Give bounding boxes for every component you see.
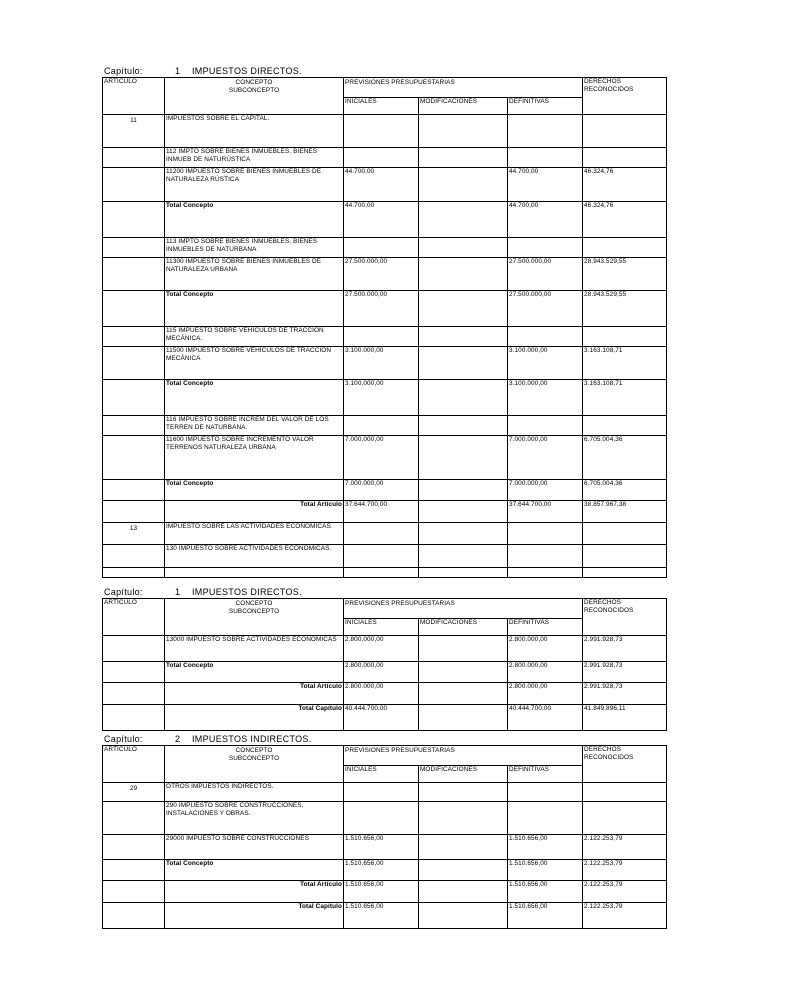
derechos-cell <box>583 416 667 436</box>
table-row <box>103 881 667 903</box>
derechos-cell: 2.991.928,73 <box>583 683 667 705</box>
articulo-cell <box>103 347 165 380</box>
articulo-cell <box>103 416 165 436</box>
reconocidos-label: RECONOCIDOS <box>584 86 634 93</box>
definitivas-cell <box>508 327 583 347</box>
concepto-cell: 11500 IMPUESTO SOBRE VEHÍCULOS DE TRACCIÓN MECÁNICA <box>165 347 344 380</box>
concepto-cell: 290 IMPUESTO SOBRE CONSTRUCCIONES, INSTALACIONES Y OBRAS. <box>165 802 344 835</box>
definitivas-cell <box>508 568 583 578</box>
modificaciones-cell <box>419 347 508 380</box>
iniciales-header: INICIALES <box>344 766 419 783</box>
modificaciones-cell <box>419 662 508 683</box>
concepto-cell: 11300 IMPUESTO SOBRE BIENES INMUEBLES DE NATURALEZA URBANA <box>165 258 344 291</box>
concepto-label: CONCEPTO <box>235 600 273 607</box>
concepto-cell: 116 IMPUESTO SOBRE INCREM DEL VALOR DE LOS TERREN DE NATURBANA. <box>165 416 344 436</box>
iniciales-cell: 7.000.000,00 <box>344 480 419 501</box>
articulo-cell <box>103 545 165 568</box>
iniciales-cell <box>344 783 419 802</box>
table-row <box>103 501 667 523</box>
table-row <box>103 380 667 416</box>
iniciales-cell: 44.700,00 <box>344 202 419 238</box>
chapter-number: 2 <box>175 734 181 744</box>
articulo-cell: 11 <box>103 115 165 148</box>
previsiones-header: PREVISIONES PRESUPUESTARIAS <box>344 746 583 766</box>
budget-table <box>102 77 667 578</box>
table-row <box>103 523 667 545</box>
derechos-cell: 3.163.108,71 <box>583 347 667 380</box>
articulo-cell <box>103 802 165 835</box>
chapter-number: 1 <box>175 587 181 597</box>
definitivas-cell <box>508 802 583 835</box>
definitivas-cell <box>508 545 583 568</box>
table-row <box>103 238 667 258</box>
definitivas-cell: 7.000.000,00 <box>508 480 583 501</box>
articulo-cell <box>103 168 165 202</box>
chapter-label: Capítulo: <box>104 587 143 597</box>
table-row <box>103 705 667 731</box>
derechos-cell: 2.122.253,79 <box>583 903 667 929</box>
modificaciones-cell <box>419 202 508 238</box>
iniciales-cell: 1.510.656,00 <box>344 835 419 860</box>
definitivas-cell: 1.510.656,00 <box>508 903 583 929</box>
definitivas-cell <box>508 783 583 802</box>
articulo-cell <box>103 860 165 881</box>
chapter-label: Capítulo: <box>104 734 143 744</box>
concepto-header <box>165 746 344 783</box>
budget-table <box>102 598 667 731</box>
modificaciones-cell <box>419 705 508 731</box>
iniciales-header: INICIALES <box>344 619 419 636</box>
table-row <box>103 115 667 148</box>
concepto-cell: OTROS IMPUESTOS INDIRECTOS. <box>165 783 344 802</box>
reconocidos-label: RECONOCIDOS <box>584 754 634 761</box>
chapter-number: 1 <box>175 66 181 76</box>
iniciales-header: INICIALES <box>344 98 419 115</box>
modificaciones-header: MODIFICACIONES <box>419 766 508 783</box>
table-row <box>103 416 667 436</box>
modificaciones-cell <box>419 860 508 881</box>
modificaciones-cell <box>419 238 508 258</box>
concepto-header <box>165 78 344 115</box>
definitivas-header: DEFINITIVAS <box>508 98 583 115</box>
derechos-cell: 28.943.529,55 <box>583 291 667 327</box>
iniciales-cell: 1.510.656,00 <box>344 903 419 929</box>
concepto-cell: Total Capítulo <box>165 903 344 929</box>
derechos-cell: 6.705.004,36 <box>583 480 667 501</box>
definitivas-cell: 37.644.700,00 <box>508 501 583 523</box>
iniciales-cell <box>344 545 419 568</box>
derechos-cell: 2.122.253,79 <box>583 835 667 860</box>
articulo-cell <box>103 436 165 480</box>
concepto-cell: IMPUESTOS SOBRE EL CAPITAL. <box>165 115 344 148</box>
articulo-cell <box>103 903 165 929</box>
derechos-cell: 6.705.004,36 <box>583 436 667 480</box>
header-row <box>103 599 667 619</box>
definitivas-cell: 2.800.000,00 <box>508 662 583 683</box>
iniciales-cell: 2.800.000,00 <box>344 683 419 705</box>
iniciales-cell <box>344 115 419 148</box>
articulo-cell <box>103 258 165 291</box>
chapter-label: Capítulo: <box>104 66 143 76</box>
articulo-cell <box>103 683 165 705</box>
table-row <box>103 662 667 683</box>
derechos-cell <box>583 523 667 545</box>
concepto-cell: Total Artículo <box>165 683 344 705</box>
derechos-cell: 2.122.253,79 <box>583 881 667 903</box>
concepto-cell: 11600 IMPUESTO SOBRE INCREMENTO VALOR TERRENOS NATURALEZA URBANA <box>165 436 344 480</box>
iniciales-cell: 3.100.000,00 <box>344 347 419 380</box>
table-row <box>103 436 667 480</box>
modificaciones-cell <box>419 436 508 480</box>
derechos-cell: 46.324,76 <box>583 168 667 202</box>
definitivas-header: DEFINITIVAS <box>508 766 583 783</box>
concepto-cell: 13000 IMPUESTO SOBRE ACTIVIDADES ECONÓMICAS <box>165 636 344 662</box>
chapter-heading <box>104 66 302 76</box>
concepto-cell: Total Artículo <box>165 881 344 903</box>
concepto-cell <box>165 568 344 578</box>
definitivas-cell: 1.510.656,00 <box>508 835 583 860</box>
iniciales-cell: 37.644.700,00 <box>344 501 419 523</box>
concepto-cell: Total Concepto <box>165 202 344 238</box>
iniciales-cell: 1.510.656,00 <box>344 860 419 881</box>
table-row <box>103 860 667 881</box>
modificaciones-cell <box>419 258 508 291</box>
modificaciones-cell <box>419 683 508 705</box>
modificaciones-cell <box>419 636 508 662</box>
derechos-cell: 3.163.108,71 <box>583 380 667 416</box>
table-row <box>103 202 667 238</box>
modificaciones-cell <box>419 291 508 327</box>
articulo-cell: 13 <box>103 523 165 545</box>
previsiones-header: PREVISIONES PRESUPUESTARIAS <box>344 78 583 98</box>
previsiones-header: PREVISIONES PRESUPUESTARIAS <box>344 599 583 619</box>
modificaciones-cell <box>419 903 508 929</box>
derechos-cell <box>583 148 667 168</box>
modificaciones-cell <box>419 327 508 347</box>
definitivas-cell <box>508 148 583 168</box>
iniciales-cell: 27.500.000,00 <box>344 258 419 291</box>
table-row <box>103 291 667 327</box>
definitivas-cell: 40.444.700,00 <box>508 705 583 731</box>
concepto-header <box>165 599 344 636</box>
iniciales-cell <box>344 327 419 347</box>
definitivas-cell: 27.500.000,00 <box>508 258 583 291</box>
concepto-cell: Total Concepto <box>165 291 344 327</box>
concepto-cell: 113 IMPTO SOBRE BIENES INMUEBLES. BIENES INMUEBLES DE NATURBANA <box>165 238 344 258</box>
articulo-header: ARTÍCULO <box>103 78 165 115</box>
iniciales-cell <box>344 802 419 835</box>
iniciales-cell: 1.510.656,00 <box>344 881 419 903</box>
derechos-header <box>583 599 667 636</box>
modificaciones-cell <box>419 802 508 835</box>
derechos-label: DERECHOS <box>584 599 622 606</box>
concepto-cell: Total Concepto <box>165 480 344 501</box>
reconocidos-label: RECONOCIDOS <box>584 607 634 614</box>
definitivas-cell: 3.100.000,00 <box>508 347 583 380</box>
chapter-heading <box>104 734 312 744</box>
header-row <box>103 746 667 766</box>
table-row <box>103 683 667 705</box>
table-row <box>103 835 667 860</box>
articulo-header: ARTÍCULO <box>103 746 165 783</box>
table-row <box>103 636 667 662</box>
table-row <box>103 327 667 347</box>
derechos-header <box>583 746 667 783</box>
table-row <box>103 545 667 568</box>
iniciales-cell: 44.700,00 <box>344 168 419 202</box>
iniciales-cell: 40.444.700,00 <box>344 705 419 731</box>
articulo-cell <box>103 148 165 168</box>
concepto-label: CONCEPTO <box>235 79 273 86</box>
concepto-cell: Total Concepto <box>165 662 344 683</box>
modificaciones-cell <box>419 835 508 860</box>
derechos-cell <box>583 115 667 148</box>
table-row <box>103 903 667 929</box>
definitivas-cell: 44.700,00 <box>508 168 583 202</box>
table-row <box>103 258 667 291</box>
iniciales-cell: 2.800.000,00 <box>344 636 419 662</box>
derechos-cell: 2.991.928,73 <box>583 662 667 683</box>
iniciales-cell <box>344 416 419 436</box>
concepto-label: CONCEPTO <box>235 747 273 754</box>
definitivas-cell <box>508 115 583 148</box>
articulo-cell <box>103 501 165 523</box>
definitivas-cell: 2.800.000,00 <box>508 636 583 662</box>
iniciales-cell: 3.100.000,00 <box>344 380 419 416</box>
iniciales-cell: 27.500.000,00 <box>344 291 419 327</box>
articulo-header: ARTÍCULO <box>103 599 165 636</box>
concepto-cell: IMPUESTO SOBRE LAS ACTIVIDADES ECONÓMICAS. <box>165 523 344 545</box>
articulo-cell <box>103 327 165 347</box>
modificaciones-cell <box>419 480 508 501</box>
modificaciones-cell <box>419 881 508 903</box>
table-row <box>103 783 667 802</box>
derechos-cell <box>583 783 667 802</box>
definitivas-header: DEFINITIVAS <box>508 619 583 636</box>
derechos-cell: 41.849.896,11 <box>583 705 667 731</box>
derechos-cell: 2.991.928,73 <box>583 636 667 662</box>
modificaciones-cell <box>419 523 508 545</box>
subconcepto-label: SUBCONCEPTO <box>228 755 280 762</box>
table-row <box>103 568 667 578</box>
concepto-cell: Total Concepto <box>165 380 344 416</box>
derechos-cell <box>583 802 667 835</box>
modificaciones-cell <box>419 148 508 168</box>
modificaciones-cell <box>419 501 508 523</box>
concepto-cell: Total Capítulo <box>165 705 344 731</box>
derechos-header <box>583 78 667 115</box>
modificaciones-cell <box>419 568 508 578</box>
chapter-title: IMPUESTOS INDIRECTOS. <box>192 734 312 744</box>
concepto-cell: 11200 IMPUESTO SOBRE BIENES INMUEBLES DE NATURALEZA RÚSTICA <box>165 168 344 202</box>
definitivas-cell: 7.000.000,00 <box>508 436 583 480</box>
derechos-cell: 2.122.253,79 <box>583 860 667 881</box>
modificaciones-cell <box>419 115 508 148</box>
articulo-cell <box>103 705 165 731</box>
iniciales-cell <box>344 238 419 258</box>
chapter-title: IMPUESTOS DIRECTOS. <box>192 66 302 76</box>
derechos-cell <box>583 545 667 568</box>
table-row <box>103 480 667 501</box>
modificaciones-cell <box>419 416 508 436</box>
subconcepto-label: SUBCONCEPTO <box>228 87 280 94</box>
articulo-cell <box>103 835 165 860</box>
articulo-cell <box>103 238 165 258</box>
definitivas-cell: 2.800.000,00 <box>508 683 583 705</box>
modificaciones-cell <box>419 545 508 568</box>
modificaciones-cell <box>419 380 508 416</box>
iniciales-cell <box>344 148 419 168</box>
concepto-cell: 130 IMPUESTO SOBRE ACTIVIDADES ECONÓMICAS. <box>165 545 344 568</box>
modificaciones-cell <box>419 168 508 202</box>
table-row <box>103 168 667 202</box>
derechos-cell <box>583 568 667 578</box>
table-row <box>103 148 667 168</box>
modificaciones-header: MODIFICACIONES <box>419 98 508 115</box>
articulo-cell <box>103 881 165 903</box>
definitivas-cell <box>508 523 583 545</box>
derechos-cell: 38.857.967,38 <box>583 501 667 523</box>
chapter-title: IMPUESTOS DIRECTOS. <box>192 587 302 597</box>
derechos-cell: 46.324,76 <box>583 202 667 238</box>
iniciales-cell: 7.000.000,00 <box>344 436 419 480</box>
definitivas-cell <box>508 416 583 436</box>
derechos-cell <box>583 238 667 258</box>
definitivas-cell: 3.100.000,00 <box>508 380 583 416</box>
table-row <box>103 802 667 835</box>
articulo-cell <box>103 202 165 238</box>
definitivas-cell <box>508 238 583 258</box>
articulo-cell <box>103 636 165 662</box>
modificaciones-cell <box>419 783 508 802</box>
definitivas-cell: 1.510.656,00 <box>508 860 583 881</box>
subconcepto-label: SUBCONCEPTO <box>228 608 280 615</box>
header-row <box>103 78 667 98</box>
derechos-cell: 28.943.529,55 <box>583 258 667 291</box>
iniciales-cell <box>344 523 419 545</box>
derechos-cell <box>583 327 667 347</box>
concepto-cell: Total Concepto <box>165 860 344 881</box>
concepto-cell: 115 IMPUESTO SOBRE VEHÍCULOS DE TRACCIÓN MECÁNICA. <box>165 327 344 347</box>
articulo-cell: 29 <box>103 783 165 802</box>
definitivas-cell: 1.510.656,00 <box>508 881 583 903</box>
concepto-cell: 112 IMPTO SOBRE BIENES INMUEBLES. BIENES INMUEB DE NATURÚSTICA <box>165 148 344 168</box>
definitivas-cell: 44.700,00 <box>508 202 583 238</box>
budget-table <box>102 745 667 929</box>
modificaciones-header: MODIFICACIONES <box>419 619 508 636</box>
chapter-heading <box>104 587 302 597</box>
iniciales-cell <box>344 568 419 578</box>
derechos-label: DERECHOS <box>584 78 622 85</box>
articulo-cell <box>103 380 165 416</box>
definitivas-cell: 27.500.000,00 <box>508 291 583 327</box>
articulo-cell <box>103 662 165 683</box>
concepto-cell: 29000 IMPUESTO SOBRE CONSTRUCCIONES <box>165 835 344 860</box>
articulo-cell <box>103 480 165 501</box>
concepto-cell: Total Artículo <box>165 501 344 523</box>
derechos-label: DERECHOS <box>584 746 622 753</box>
articulo-cell <box>103 291 165 327</box>
articulo-cell <box>103 568 165 578</box>
iniciales-cell: 2.800.000,00 <box>344 662 419 683</box>
table-row <box>103 347 667 380</box>
